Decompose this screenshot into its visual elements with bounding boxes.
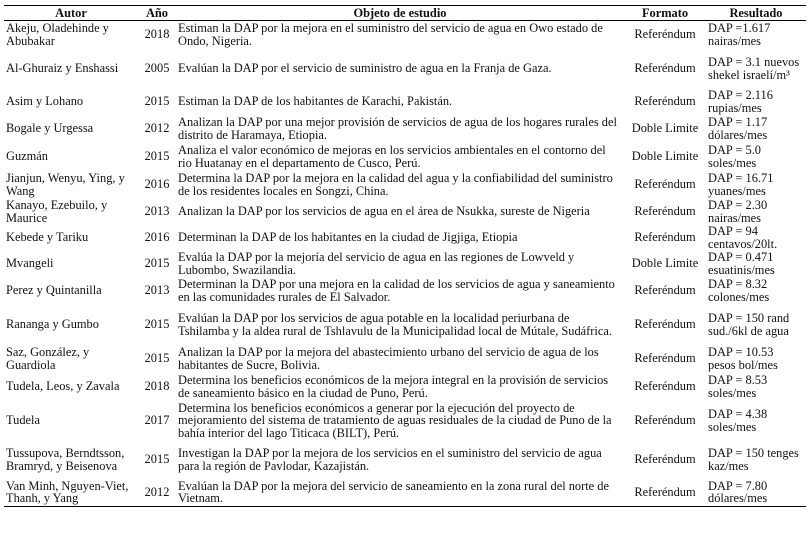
cell-objeto: Evalúan la DAP por el servicio de suministro de agua en la Franja de Gaza. — [178, 61, 552, 76]
header-anio: Año — [138, 6, 176, 21]
cell-objeto: Evalúa la DAP por la mejoría del servicio de agua en las regiones de Lowveld y Lubombo, Swazilandia. — [178, 249, 575, 277]
cell-objeto: Determina la DAP por la mejora en la calidad del agua y la confiabilidad del suministro de los residentes locales en Songzi, China. — [178, 170, 613, 198]
cell-resultado: DAP = 10.53 pesos bol/mes — [708, 344, 778, 372]
table-row — [4, 277, 806, 305]
table-row — [4, 401, 806, 441]
table-row — [4, 305, 806, 345]
cell-formato: Referéndum — [634, 27, 696, 42]
cell-objeto: Determinan la DAP por una mejora en la calidad de los servicios de agua y saneamiento en las comunidades rurales de El Salvador. — [178, 276, 615, 304]
cell-anio: 2005 — [144, 61, 170, 76]
cell-formato: Doble Limite — [631, 256, 699, 271]
cell-autor: Asim y Lohano — [6, 94, 84, 109]
cell-anio: 2013 — [144, 204, 170, 219]
cell-objeto: Analizan la DAP por la mejora del abastecimiento urbano del servicio de agua de los habitantes de Sucre, Bolivia. — [178, 344, 599, 372]
table-row — [4, 171, 806, 199]
cell-formato: Referéndum — [634, 177, 696, 192]
cell-objeto: Determina los beneficios económicos a generar por la ejecución del proyecto de mejoramiento del sistema de tratamiento de aguas residuales de la ciudad de Puno de la bahía interior del lago Titicaca (BILT), Perú. — [178, 400, 612, 440]
cell-anio: 2017 — [144, 413, 170, 428]
cell-autor: Tudela, Leos, y Zavala — [6, 379, 120, 394]
table-row — [4, 143, 806, 171]
cell-autor: Perez y Quintanilla — [6, 283, 102, 298]
cell-resultado: DAP = 0.471 esuatinis/mes — [708, 249, 775, 277]
cell-anio: 2013 — [144, 283, 170, 298]
cell-resultado: DAP = 5.0 soles/mes — [708, 142, 761, 170]
header-formato: Formato — [624, 6, 706, 21]
cell-objeto: Analiza el valor económico de mejoras en los servicios ambientales en el contorno del rio Huatanay en el departamento de Cusco, Perú. — [178, 142, 606, 170]
cell-anio: 2015 — [144, 317, 170, 332]
cell-formato: Referéndum — [634, 379, 696, 394]
cell-anio: 2018 — [144, 27, 170, 42]
cell-anio: 2015 — [144, 149, 170, 164]
cell-resultado: DAP = 1.17 dólares/mes — [708, 114, 768, 142]
cell-formato: Referéndum — [634, 317, 696, 332]
cell-anio: 2012 — [144, 121, 170, 136]
cell-formato: Referéndum — [634, 61, 696, 76]
cell-objeto: Determina los beneficios económicos de la mejora integral en la provisión de servicios de saneamiento básico en la ciudad de Puno, Perú. — [178, 372, 609, 400]
cell-objeto: Analizan la DAP por una mejor provisión de servicios de agua de los hogares rurales del distrito de Haramaya, Etiopia. — [178, 114, 617, 142]
cell-autor: Tudela — [6, 413, 40, 428]
cell-anio: 2015 — [144, 256, 170, 271]
table-row — [4, 441, 806, 479]
cell-autor: Kanayo, Ezebuilo, y Maurice — [6, 197, 108, 225]
cell-formato: Referéndum — [624, 479, 706, 507]
table-row — [4, 21, 806, 49]
cell-resultado: DAP = 7.80 dólares/mes — [706, 479, 806, 507]
cell-resultado: DAP = 16.71 yuanes/mes — [708, 170, 774, 198]
cell-autor: Rananga y Gumbo — [6, 317, 99, 332]
cell-formato: Referéndum — [634, 452, 696, 467]
cell-autor: Saz, González, y Guardiola — [6, 344, 90, 372]
cell-anio: 2018 — [144, 379, 170, 394]
table-row — [4, 115, 806, 143]
cell-anio: 2012 — [138, 479, 176, 507]
cell-objeto: Estiman la DAP por la mejora en el suministro del servicio de agua en Owo estado de Ondo, Nigeria. — [178, 21, 603, 48]
cell-resultado: DAP = 3.1 nuevos shekel israelí/m³ — [708, 54, 800, 82]
header-objeto: Objeto de estudio — [176, 6, 624, 21]
cell-formato: Doble Limite — [631, 121, 699, 136]
cell-anio: 2016 — [144, 177, 170, 192]
table-header — [4, 6, 806, 21]
cell-formato: Referéndum — [634, 413, 696, 428]
cell-objeto: Evalúan la DAP por la mejora del servicio de saneamiento en la zona rural del norte de Vietnam. — [176, 479, 624, 507]
cell-autor: Mvangeli — [6, 256, 54, 271]
header-row — [4, 6, 806, 21]
cell-formato: Referéndum — [634, 230, 696, 245]
cell-resultado: DAP = 2.116 rupias/mes — [708, 87, 773, 115]
cell-resultado: DAP = 8.53 soles/mes — [708, 372, 768, 400]
cell-objeto: Analizan la DAP por los servicios de agua en el área de Nsukka, sureste de Nigeria — [178, 204, 590, 219]
cell-objeto: Determinan la DAP de los habitantes en la ciudad de Jigjiga, Etiopia — [178, 230, 518, 245]
cell-anio: 2015 — [144, 94, 170, 109]
cell-objeto: Evalúan la DAP por los servicios de agua potable en la localidad periurbana de Tshilamba y la aldea rural de Tshlavulu de la Municipalidad local de Mútale, Sudáfrica. — [178, 310, 612, 338]
table-body — [4, 21, 806, 507]
cell-resultado: DAP = 94 centavos/20lt. — [708, 223, 778, 251]
cell-autor: Bogale y Urgessa — [6, 121, 94, 136]
cell-formato: Doble Limite — [631, 149, 699, 164]
cell-resultado: DAP = 150 rand sud./6kl de agua — [708, 310, 790, 338]
cell-formato: Referéndum — [634, 351, 696, 366]
header-autor: Autor — [4, 6, 138, 21]
table-row — [4, 373, 806, 401]
table-row — [4, 345, 806, 373]
cell-objeto: Estiman la DAP de los habitantes de Karachi, Pakistán. — [178, 94, 453, 109]
table-row — [4, 479, 806, 507]
cell-formato: Referéndum — [634, 283, 696, 298]
cell-autor: Tussupova, Berndtsson, Bramryd, y Beisenova — [6, 445, 125, 473]
table-row — [4, 49, 806, 89]
cell-objeto: Investigan la DAP por la mejora de los servicios en el suministro del servicio de agua para la región de Pavlodar, Kazajistán. — [178, 445, 602, 473]
cell-formato: Referéndum — [634, 94, 696, 109]
table-row — [4, 89, 806, 115]
dap-studies-table — [4, 5, 806, 507]
cell-autor: Kebede y Tariku — [6, 230, 89, 245]
table-row — [4, 199, 806, 225]
cell-resultado: DAP = 2.30 nairas/mes — [708, 197, 768, 225]
cell-autor: Al-Ghuraiz y Enshassi — [6, 61, 119, 76]
table-row — [4, 225, 806, 251]
cell-resultado: DAP = 4.38 soles/mes — [708, 406, 768, 434]
cell-anio: 2016 — [144, 230, 170, 245]
cell-formato: Referéndum — [634, 204, 696, 219]
cell-resultado: DAP = 150 tenges kaz/mes — [708, 445, 799, 473]
cell-resultado: DAP =1.617 nairas/mes — [708, 21, 771, 48]
cell-autor: Van Minh, Nguyen-Viet, Thanh, y Yang — [4, 479, 138, 507]
cell-autor: Akeju, Oladehinde y Abubakar — [6, 21, 109, 48]
cell-anio: 2015 — [144, 452, 170, 467]
cell-autor: Jianjun, Wenyu, Ying, y Wang — [6, 170, 125, 198]
cell-resultado: DAP = 8.32 colones/mes — [708, 276, 770, 304]
table-row — [4, 251, 806, 277]
cell-anio: 2015 — [144, 351, 170, 366]
header-resultado: Resultado — [706, 6, 806, 21]
cell-autor: Guzmán — [6, 149, 48, 164]
